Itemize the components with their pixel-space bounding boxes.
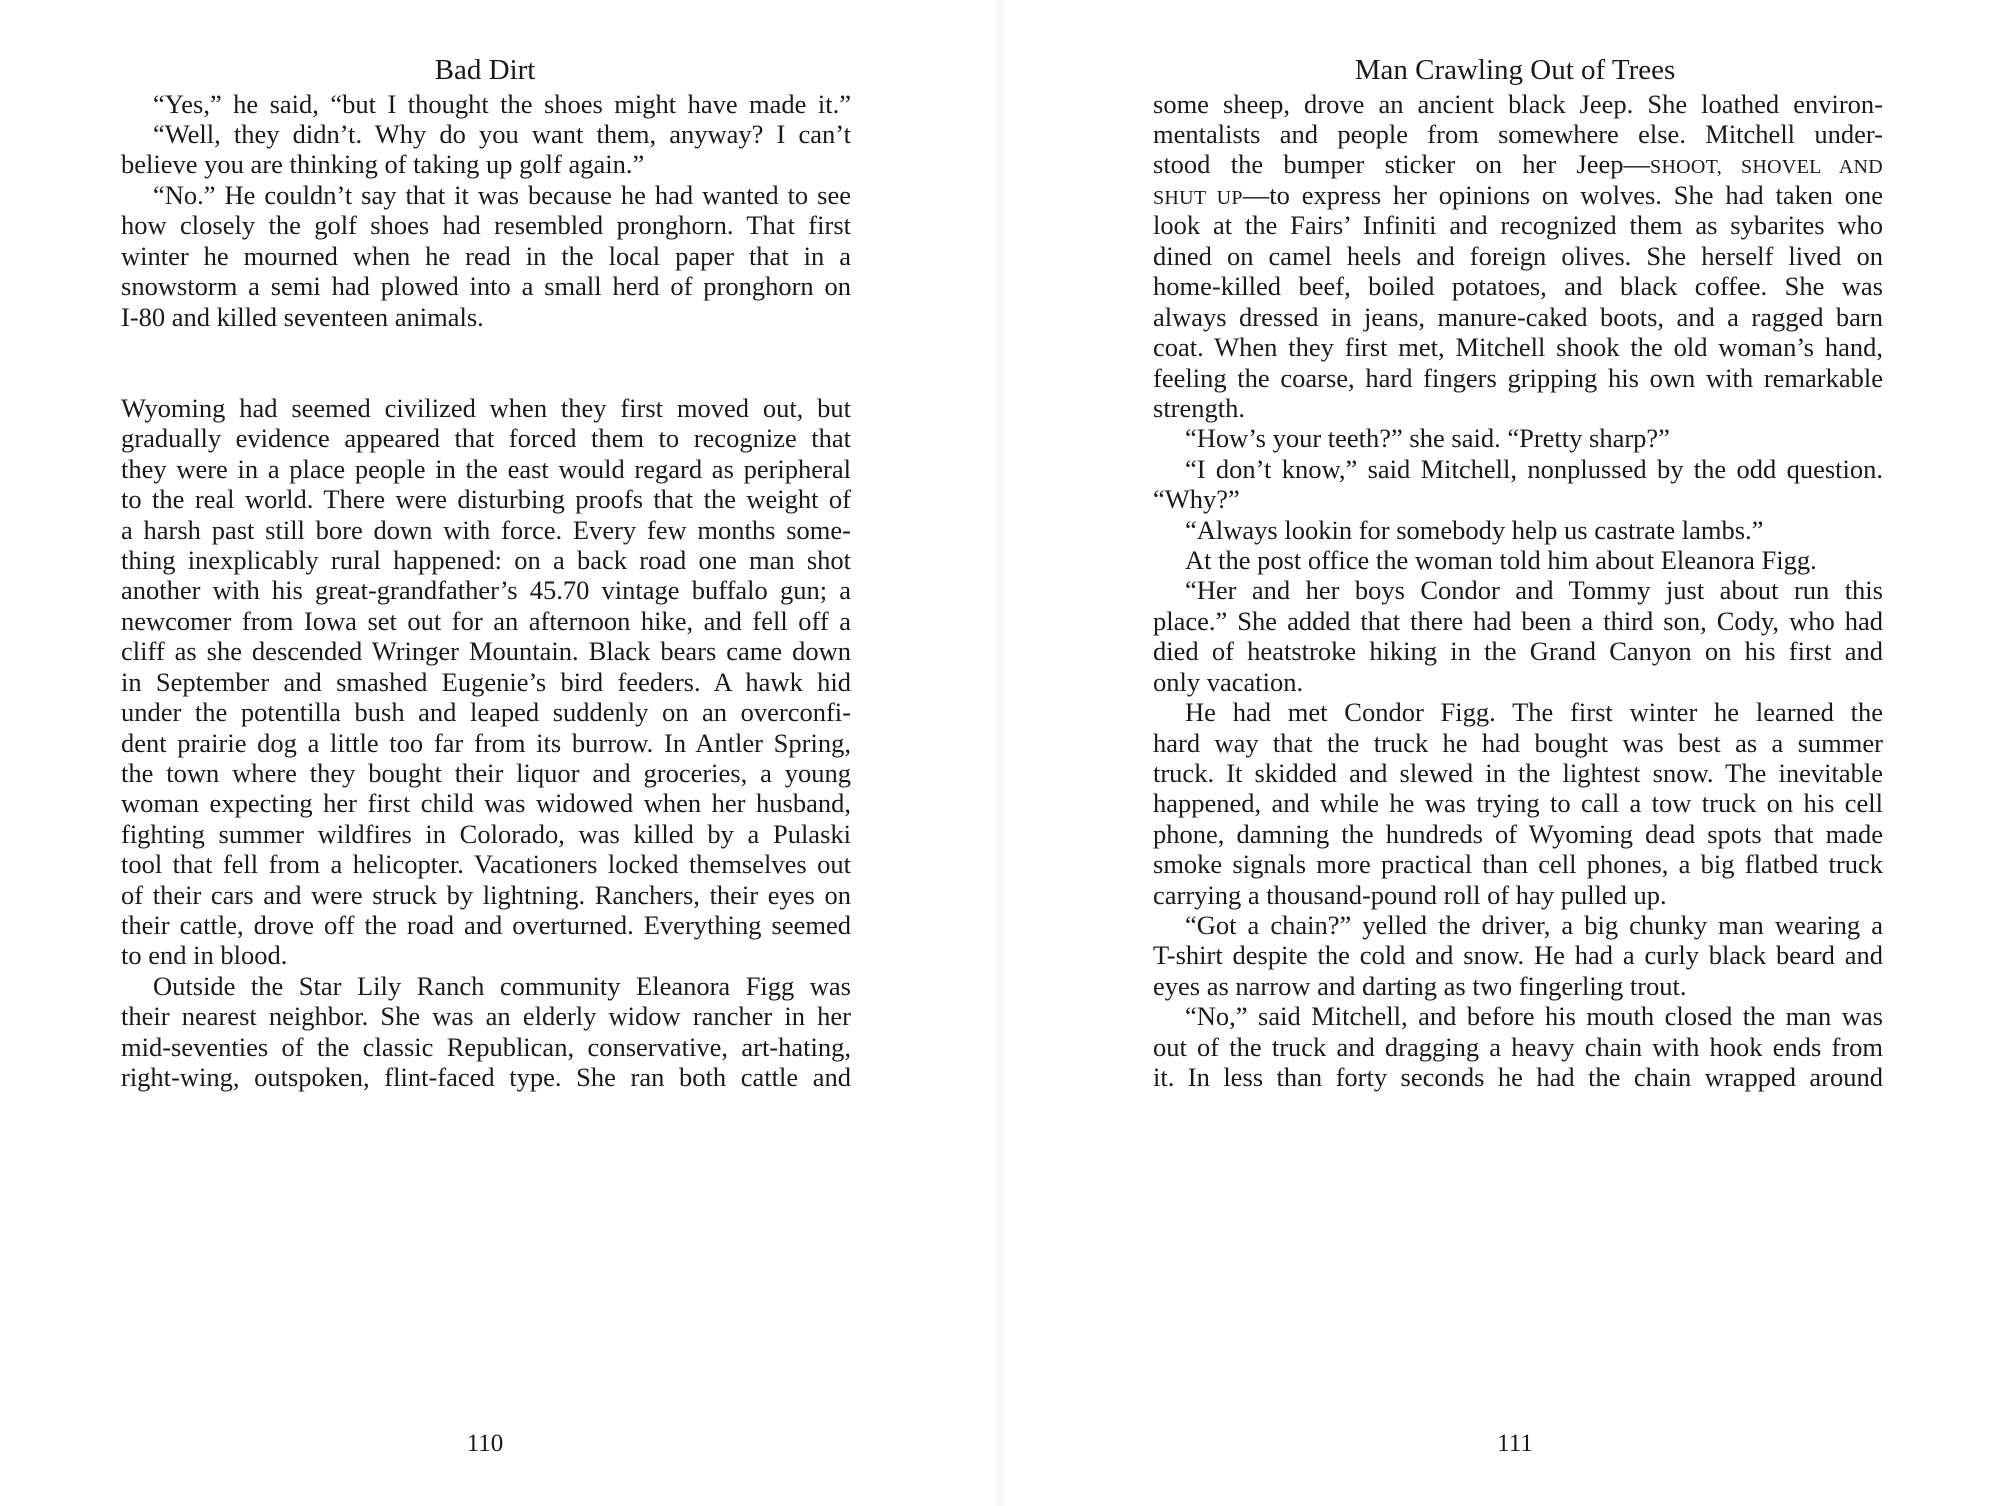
running-head-right: Man Crawling Out of Trees [1354,54,1676,86]
text-line: their cattle, drove off the road and overturned. Everything seemed [121,910,851,940]
text-line: mentalists and people from somewhere else. Mitchell under- [1153,119,1883,149]
text-run: stood the bumper sticker on her Jeep— [1153,149,1651,179]
text-line: newcomer from Iowa set out for an afternoon hike, and fell off a [121,606,851,636]
text-line: how closely the golf shoes had resembled pronghorn. That first [121,210,851,240]
text-line: only vacation. [1153,667,1304,697]
text-line: eyes as narrow and darting as two fingerling trout. [1153,971,1687,1001]
text-line: I-80 and killed seventeen animals. [121,302,484,332]
text-line: another with his great-grandfather’s 45.70 vintage buffalo gun; a [121,575,851,605]
page-number-right: 111 [1497,1430,1533,1457]
text-line: carrying a thousand-pound roll of hay pulled up. [1153,880,1667,910]
text-line: cliff as she descended Wringer Mountain. Black bears came down [121,636,851,666]
text-line: “I don’t know,” said Mitchell, nonplussed by the odd question. [1185,454,1883,484]
text-line: He had met Condor Figg. The first winter he learned the [1185,697,1883,727]
text-line: in September and smashed Eugenie’s bird feeders. A hawk hid [121,667,851,697]
text-line: dent prairie dog a little too far from its burrow. In Antler Spring, [121,728,851,758]
text-line: “Always lookin for somebody help us castrate lambs.” [1185,515,1764,545]
text-line: under the potentilla bush and leaped suddenly on an overconfi- [121,697,851,727]
text-line: “Why?” [1153,484,1240,514]
text-line: “How’s your teeth?” she said. “Pretty sharp?” [1185,423,1670,453]
text-line: it. In less than forty seconds he had the chain wrapped around [1153,1062,1883,1092]
page-number-left: 110 [466,1430,504,1457]
text-line: Wyoming had seemed civilized when they first moved out, but [121,393,851,423]
text-line: to the real world. There were disturbing proofs that the weight of [121,484,851,514]
text-line: snowstorm a semi had plowed into a small herd of pronghorn on [121,271,851,301]
text-line: home-killed beef, boiled potatoes, and black coffee. She was [1153,271,1883,301]
text-line: look at the Fairs’ Infiniti and recognized them as sybarites who [1153,210,1883,240]
text-line: always dressed in jeans, manure-caked boots, and a ragged barn [1153,302,1883,332]
text-line: Outside the Star Lily Ranch community Eleanora Figg was [153,971,851,1001]
text-line: a harsh past still bore down with force. Every few months some- [121,515,851,545]
bumper-sticker-text: SHUT UP [1153,187,1243,209]
text-line: believe you are thinking of taking up golf again.” [121,149,645,179]
text-line: their nearest neighbor. She was an elderly widow rancher in her [121,1001,851,1031]
text-line: mid-seventies of the classic Republican, conservative, art-hating, [121,1032,851,1062]
text-line: tool that fell from a helicopter. Vacationers locked themselves out [121,849,851,879]
text-line: At the post office the woman told him about Eleanora Figg. [1185,545,1817,575]
text-line: they were in a place people in the east would regard as peripheral [121,454,851,484]
text-line: smoke signals more practical than cell phones, a big flatbed truck [1153,849,1883,879]
running-head-left: Bad Dirt [434,54,536,86]
text-line: “No,” said Mitchell, and before his mouth closed the man was [1185,1001,1883,1031]
text-line: happened, and while he was trying to call a tow truck on his cell [1153,788,1883,818]
text-line: right-wing, outspoken, flint-faced type. She ran both cattle and [121,1062,851,1092]
text-line: of their cars and were struck by lightning. Ranchers, their eyes on [121,880,851,910]
text-line: fighting summer wildfires in Colorado, was killed by a Pulaski [121,819,851,849]
text-line: “Her and her boys Condor and Tommy just about run this [1185,575,1883,605]
text-line: gradually evidence appeared that forced them to recognize that [121,423,851,453]
text-line: place.” She added that there had been a third son, Cody, who had [1153,606,1883,636]
text-line: winter he mourned when he read in the local paper that in a [121,241,851,271]
text-run: —to express her opinions on wolves. She had taken one [1242,180,1883,210]
text-line: “Well, they didn’t. Why do you want them, anyway? I can’t [153,119,851,149]
text-line: dined on camel heels and foreign olives. She herself lived on [1153,241,1883,271]
text-line: “Got a chain?” yelled the driver, a big chunky man wearing a [1185,910,1883,940]
text-line: “No.” He couldn’t say that it was because he had wanted to see [153,180,851,210]
text-line: out of the truck and dragging a heavy chain with hook ends from [1153,1032,1883,1062]
text-line: hard way that the truck he had bought was best as a summer [1153,728,1883,758]
text-line: coat. When they first met, Mitchell shook the old woman’s hand, [1153,332,1883,362]
text-line: woman expecting her first child was widowed when her husband, [121,788,851,818]
bumper-sticker-text: SHOOT, SHOVEL AND [1650,156,1883,178]
text-line: truck. It skidded and slewed in the lightest snow. The inevitable [1153,758,1883,788]
text-line: to end in blood. [121,940,288,970]
text-line: feeling the coarse, hard fingers gripping his own with remarkable [1153,363,1883,393]
text-line: thing inexplicably rural happened: on a back road one man shot [121,545,851,575]
text-line: died of heatstroke hiking in the Grand Canyon on his first and [1153,636,1883,666]
text-line: T-shirt despite the cold and snow. He had a curly black beard and [1153,940,1883,970]
text-line: the town where they bought their liquor and groceries, a young [121,758,851,788]
text-line: phone, damning the hundreds of Wyoming dead spots that made [1153,819,1883,849]
text-line: “Yes,” he said, “but I thought the shoes might have made it.” [153,89,851,119]
text-line: some sheep, drove an ancient black Jeep. She loathed environ- [1153,89,1883,119]
right-page [1000,0,2000,1506]
text-line: strength. [1153,393,1245,423]
